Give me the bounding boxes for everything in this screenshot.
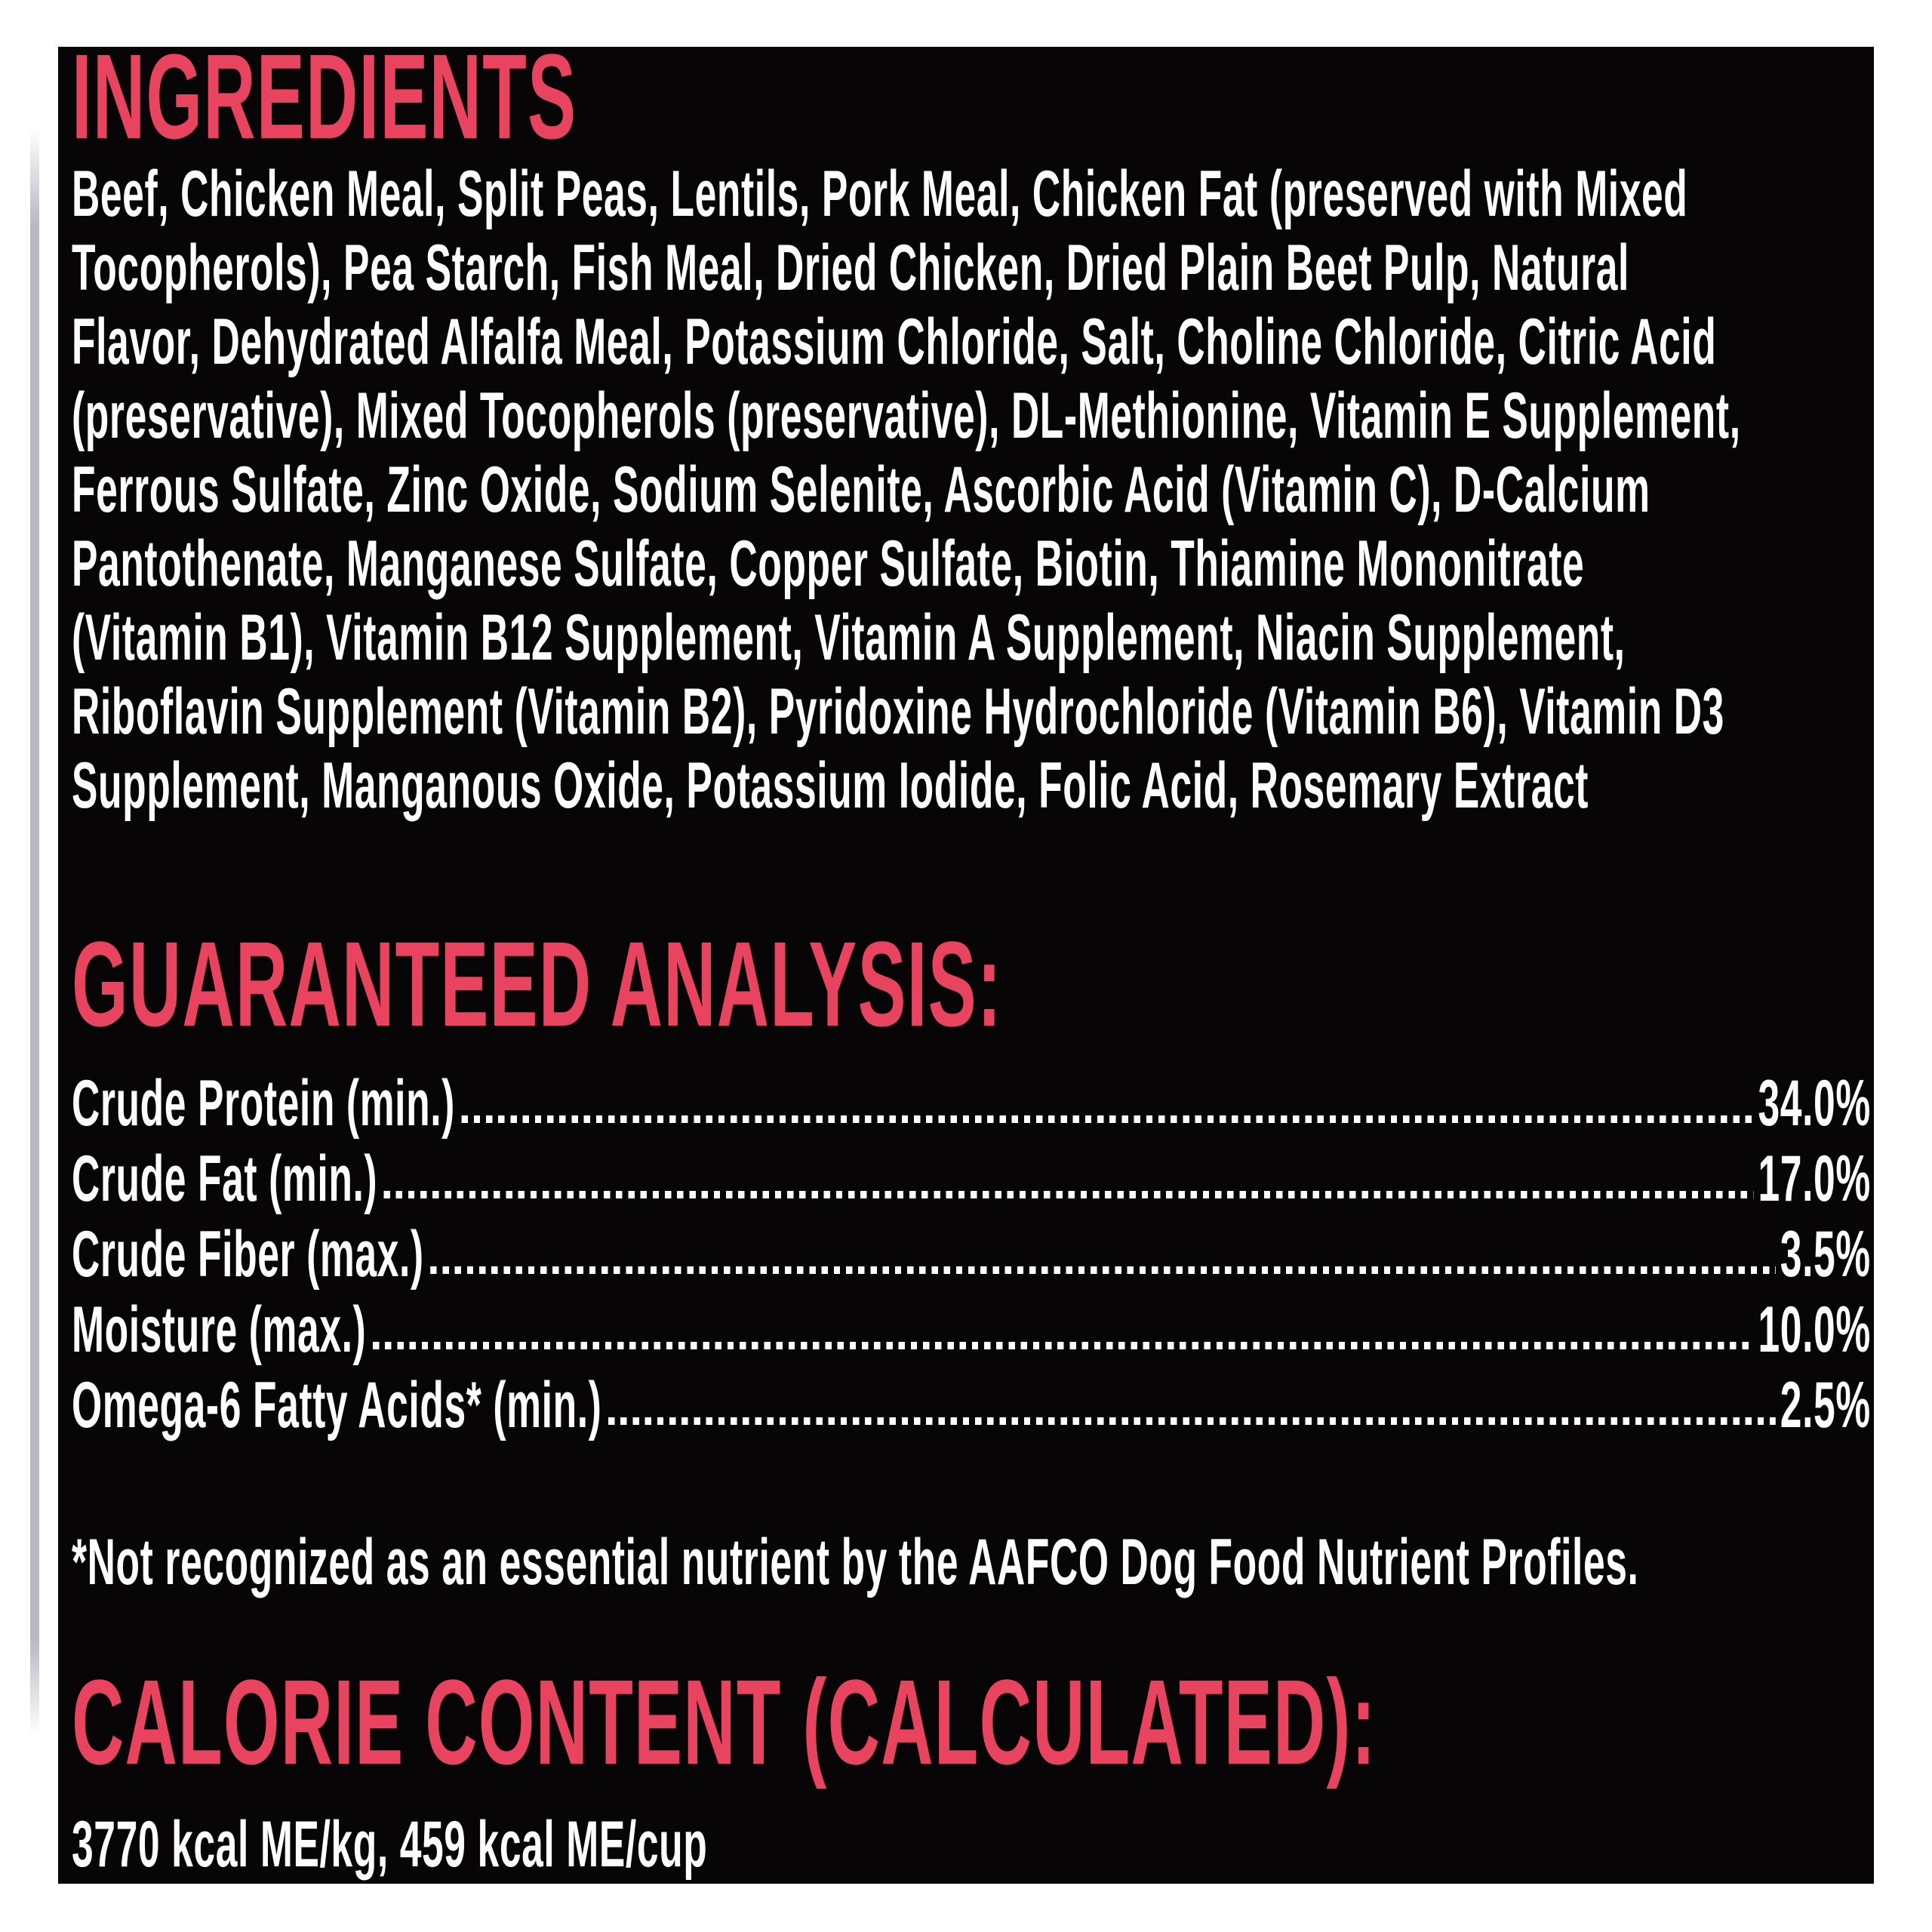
analysis-row — [72, 1292, 1871, 1367]
analysis-row-label: Omega-6 Fatty Acids* (min.) — [72, 1369, 602, 1441]
ingredients-title: INGREDIENTS — [72, 47, 577, 164]
ingredients-line: Flavor, Dehydrated Alfalfa Meal, Potassium Chloride, Salt, Choline Chloride, Citric Acid — [72, 306, 1717, 378]
dotted-leader — [430, 1266, 1776, 1274]
dotted-leader — [608, 1417, 1776, 1425]
analysis-row-value: 3.5% — [1780, 1218, 1871, 1291]
ingredients-line: Riboflavin Supplement (Vitamin B2), Pyridoxine Hydrochloride (Vitamin B6), Vitamin D3 — [72, 675, 1724, 748]
analysis-row — [72, 1066, 1871, 1141]
page-edge-shadow — [30, 128, 39, 1736]
analysis-row-value: 10.0% — [1758, 1294, 1871, 1366]
aafco-footnote: *Not recognized as an essential nutrient by the AAFCO Dog Food Nutrient Profiles. — [72, 1526, 1639, 1598]
ingredients-line: (preservative), Mixed Tocopherols (preservative), DL-Methionine, Vitamin E Supplement, — [72, 380, 1741, 452]
analysis-row-value: 17.0% — [1758, 1143, 1871, 1215]
guaranteed-analysis-table — [72, 1066, 1871, 1443]
calorie-content-title: CALORIE CONTENT (CALCULATED): — [72, 1654, 1377, 1789]
calorie-values: 3770 kcal ME/kg, 459 kcal ME/cup — [72, 1808, 708, 1881]
analysis-row-label: Crude Protein (min.) — [72, 1067, 455, 1140]
dotted-leader — [373, 1342, 1754, 1349]
dotted-leader — [461, 1115, 1753, 1123]
analysis-row — [72, 1141, 1871, 1217]
ingredients-line: Supplement, Manganous Oxide, Potassium Iodide, Folic Acid, Rosemary Extract — [72, 749, 1589, 822]
ingredients-line: Tocopherols), Pea Starch, Fish Meal, Dried Chicken, Dried Plain Beet Pulp, Natural — [72, 232, 1629, 304]
ingredients-line: Beef, Chicken Meal, Split Peas, Lentils, Pork Meal, Chicken Fat (preserved with Mixed — [72, 158, 1688, 230]
analysis-row-label: Crude Fat (min.) — [72, 1143, 378, 1215]
analysis-row-value: 34.0% — [1758, 1067, 1871, 1140]
nutrition-label-panel — [58, 47, 1874, 1884]
guaranteed-analysis-title: GUARANTEED ANALYSIS: — [72, 916, 1002, 1051]
label-content — [72, 48, 1871, 1881]
analysis-row-label: Moisture (max.) — [72, 1294, 367, 1366]
analysis-row — [72, 1217, 1871, 1292]
ingredients-line: Pantothenate, Manganese Sulfate, Copper Sulfate, Biotin, Thiamine Mononitrate — [72, 528, 1585, 600]
analysis-row-value: 2.5% — [1780, 1369, 1871, 1441]
ingredients-line: (Vitamin B1), Vitamin B12 Supplement, Vitamin A Supplement, Niacin Supplement, — [72, 601, 1626, 674]
dotted-leader — [384, 1191, 1754, 1198]
ingredients-line: Ferrous Sulfate, Zinc Oxide, Sodium Selenite, Ascorbic Acid (Vitamin C), D-Calcium — [72, 454, 1651, 526]
analysis-row-label: Crude Fiber (max.) — [72, 1218, 424, 1291]
ingredients-list — [72, 157, 1871, 823]
analysis-row — [72, 1367, 1871, 1443]
